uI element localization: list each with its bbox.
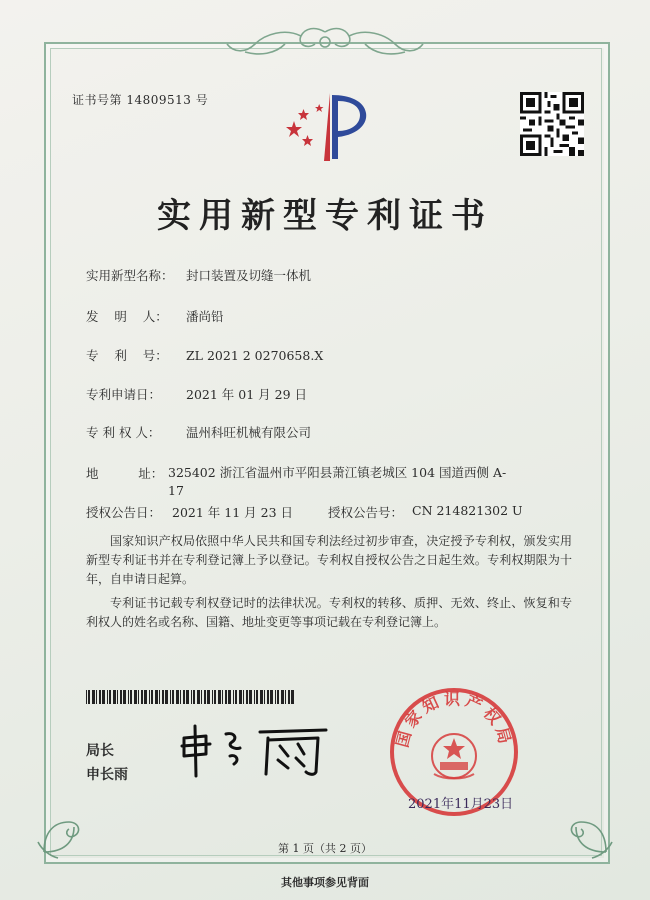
publication-date-label: 授权公告日： <box>86 505 162 520</box>
grant-statement-paragraph: 国家知识产权局依照中华人民共和国专利法经过初步审查，决定授予专利权，颁发实用新型专利证书并在专利登记簿上予以登记。专利权自授权公告之日起生效。专利权期限为十年，自申请日起算。 <box>86 534 572 586</box>
footer-note: 其他事项参见背面 <box>281 876 369 889</box>
seal-text: 国家知识产权局 <box>392 689 516 750</box>
certificate-number: 证书号第 14809513 号 <box>72 93 209 107</box>
field-value: 2021 年 01 月 29 日 <box>186 387 307 402</box>
certificate-title: 实用新型专利证书 <box>157 196 493 236</box>
top-ornament-icon <box>225 24 425 64</box>
field-value: ZL 2021 2 0270658.X <box>186 348 324 363</box>
patentee-row <box>86 425 311 441</box>
patent-office-logo-icon <box>278 85 378 165</box>
address-label: 地 址： <box>86 466 164 481</box>
field-label: 实用新型名称： <box>86 268 174 283</box>
field-label: 发 明 人： <box>86 309 168 324</box>
field-label: 专 利 权 人： <box>86 425 161 440</box>
legal-status-paragraph: 专利证书记载专利权登记时的法律状况。专利权的转移、质押、无效、终止、恢复和专利权人的姓名或名称、国籍、地址变更等事项记载在专利登记簿上。 <box>86 596 572 629</box>
field-value: 温州科旺机械有限公司 <box>186 425 312 440</box>
filing-date-row <box>86 387 307 403</box>
utility-model-name-row <box>86 268 311 284</box>
address-value: 325402 浙江省温州市平阳县萧江镇老城区 104 国道西侧 A-17 <box>168 465 507 498</box>
publication-number-value: CN 214821302 U <box>412 503 523 518</box>
barcode-icon <box>86 690 296 704</box>
field-value: 封口装置及切缝一体机 <box>186 268 312 283</box>
field-label: 专 利 号： <box>86 348 168 363</box>
page-indicator: 第 1 页（共 2 页） <box>278 842 372 855</box>
publication-number-label: 授权公告号： <box>328 505 404 520</box>
publication-date-value: 2021 年 11 月 23 日 <box>172 505 293 520</box>
qr-code-icon <box>520 92 584 156</box>
director-signature <box>176 720 336 780</box>
director-title: 局长 <box>86 743 114 759</box>
director-name: 申长雨 <box>86 767 128 783</box>
inventor-row <box>86 309 224 325</box>
field-label: 专利申请日： <box>86 387 162 402</box>
seal-date: 2021年11月23日 <box>408 797 514 812</box>
patent-number-row <box>86 348 323 364</box>
field-value: 潘尚铅 <box>186 309 224 324</box>
